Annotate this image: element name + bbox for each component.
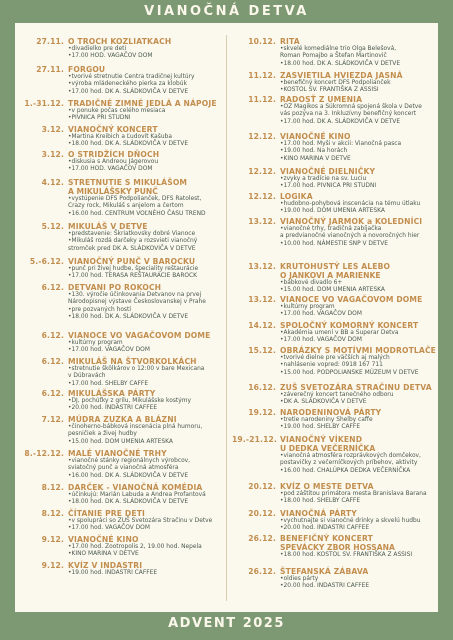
event-title: KVÍZ O MESTE DETVA — [280, 482, 374, 491]
event-item — [232, 383, 435, 407]
event-item — [15, 415, 223, 446]
poster-title: VIANOČNÁ DETVA — [144, 4, 309, 19]
event-detail-line: •17.00 hod. Zootropolis 2, 19.00 hod. Nepela — [68, 544, 202, 550]
event-date: 12.12. — [248, 167, 276, 176]
event-title-continued: SPEVÁCKY ZBOR HOSSANA — [280, 543, 395, 552]
event-item — [232, 408, 435, 432]
event-item — [15, 125, 223, 149]
event-detail-line: •KINO MARINA V DETVE — [68, 551, 139, 558]
event-heading — [15, 283, 223, 292]
event-heading — [232, 262, 435, 271]
event-detail-line: •účinkujú: Marián Labuda a Andrea Profantová — [68, 492, 206, 498]
event-detail-line: •Mikuláš rozdá darčeky a rozsvieti vianočný — [68, 238, 198, 245]
event-detail-line: •predstavenie: Škriatkovsky dobré Vianoce — [68, 231, 196, 237]
event-detail-line: •punč pri živej hudbe, špeciality reštaurácie — [68, 266, 199, 272]
event-date: 9.12. — [41, 535, 64, 544]
event-date: 13.12. — [248, 217, 276, 226]
event-title: OBRÁZKY S MOTÍVMI MODROTLAČE — [280, 346, 437, 355]
event-date: 11.12. — [248, 71, 276, 80]
event-detail-line: •130. výročie účinkovania Detvanov na prvej — [68, 292, 202, 298]
event-title: O STRIDŽÍCH DŇOCH — [68, 150, 160, 159]
event-heading — [232, 482, 435, 491]
poster-footer: ADVENT 2025 — [168, 616, 285, 631]
event-details — [15, 134, 223, 149]
event-details — [15, 340, 223, 355]
event-item — [15, 99, 223, 123]
event-date: 6.12. — [41, 357, 64, 366]
event-details — [15, 292, 223, 321]
event-date: 27.11. — [36, 37, 64, 46]
event-details — [232, 80, 435, 95]
event-item — [15, 331, 223, 355]
event-detail-line: •17.00 hod. Myši v akcii: Vianočná pasca — [280, 141, 402, 147]
event-heading — [232, 321, 435, 330]
event-item — [15, 449, 223, 480]
event-detail-line: •tvorivé stretnutie Centra tradičnej kultúry — [68, 74, 195, 80]
event-title: VIANOČNÝ VÍKEND — [280, 435, 363, 444]
event-details — [232, 201, 435, 216]
event-detail-line: •20.00 hod. INDASTRI CAFFEE — [280, 583, 370, 590]
event-heading — [232, 295, 435, 304]
event-date: 20.12. — [248, 509, 276, 518]
event-detail-line: pesničiek a živej hudby — [68, 431, 137, 438]
event-item — [232, 132, 435, 163]
event-item — [232, 262, 435, 295]
event-date: 20.12. — [248, 482, 276, 491]
event-detail-line: •17.00 hod. SHELBY CAFFE — [68, 380, 149, 387]
event-detail-line: •17.00 hod. VAGAČOV DOM — [68, 525, 150, 532]
event-title: SPOLOČNÝ KOMORNÝ KONCERT — [280, 321, 419, 330]
event-date: 13.12. — [248, 262, 276, 271]
event-details — [232, 304, 435, 319]
event-details — [232, 104, 435, 126]
event-item — [15, 257, 223, 281]
event-detail-line: vás pozýva na 3. Inkluzívny benefičný koncert — [280, 111, 417, 118]
event-detail-line: •PIVNICA PRI STUDNI — [68, 115, 131, 122]
event-details — [232, 355, 435, 377]
event-item — [232, 167, 435, 191]
event-detail-line: •kultúrny program — [68, 340, 123, 346]
event-heading — [15, 509, 223, 518]
event-item — [15, 357, 223, 388]
event-detail-line: •diskusia s Andreou Jágerovou — [68, 159, 159, 165]
event-detail-line: •OZ Magikos a Súkromná spojená škola v Detve — [280, 104, 422, 110]
event-heading — [15, 37, 223, 46]
event-item — [232, 71, 435, 95]
event-detail-line: •18.00 hod. DK A. SLÁDKOVIČA V DETVE — [68, 499, 189, 506]
event-detail-line: •tretie narodeniny Shelby caffe — [280, 417, 373, 423]
event-detail-line: •skvelé komediálne trio Olga Belešová, — [280, 46, 397, 52]
event-detail-line: •17.00 hod. DK A. SLÁDKOVIČA V DETVE — [280, 118, 401, 125]
event-detail-line: •17.00 HOD. VAGAČOV DOM — [68, 166, 153, 173]
event-details — [232, 444, 435, 475]
event-date: 6.12. — [41, 331, 64, 340]
event-detail-line: •18.00 hod. SHELBY CAFFE — [280, 498, 361, 505]
event-detail-line: •17.00 hod. VAGAČOV DOM — [280, 311, 362, 318]
event-detail-line: Roman Pomajbo a Štefan Martinovič — [280, 53, 387, 60]
event-date: 3.12. — [41, 125, 64, 134]
event-heading — [15, 178, 223, 187]
event-title-continued: A MIKULÁŠSKY PUNČ — [68, 187, 158, 196]
event-details — [232, 491, 435, 506]
event-detail-line: •oldies párty — [280, 576, 319, 582]
event-date: 19.12. — [248, 408, 276, 417]
event-heading — [15, 415, 223, 424]
event-detail-line: •17.00 hod. TERASA REŠTAURÁCIE BAROCK — [68, 273, 198, 280]
event-title: BENEFIČNÝ KONCERT — [280, 534, 373, 543]
event-detail-line: •výroba mládeneckého pierka za klobúk — [68, 81, 187, 88]
event-detail-line: •16.00 hod. CHALÚPKA DEDKA VEČERNÍČKA — [280, 467, 411, 474]
event-detail-line: •10.00 hod. NÁMESTIE SNP V DETVE — [280, 240, 389, 247]
event-detail-line: •18.00 hod. DK A. SLÁDKOVIČA V DETVE — [68, 141, 189, 148]
event-date: 27.11. — [36, 65, 64, 74]
event-detail-line: •Akadémia umení v BB a Superar Detva — [280, 330, 399, 336]
event-heading — [232, 132, 435, 141]
event-detail-line: Crazy rock, Mikuláš s anjelom a čertom — [68, 203, 184, 210]
event-title: ZUŠ SVETOZÁRA STRAČINU DETVA — [280, 383, 432, 392]
event-detail-line: •15.00 hod. DOM UMENIA ARTESKA — [280, 287, 385, 294]
event-detail-line: •záverečný koncert tanečného odboru — [280, 392, 394, 398]
event-details — [232, 330, 435, 345]
event-detail-line: •17.00 HOD. VAGAČOV DOM — [68, 53, 153, 60]
event-details — [15, 159, 223, 174]
event-detail-line: •19.00 hod. SHELBY CAFFE — [280, 424, 361, 431]
event-item — [15, 389, 223, 413]
event-detail-line: a predvianočné vianočných a novoročných hier — [280, 233, 420, 240]
event-title: MÚDRA ZUZKA A BLÁZNI — [68, 415, 177, 424]
event-detail-line: •18.00 hod. KOSTOL SV. FRANTIŠKA Z ASSISI — [280, 552, 413, 558]
event-date: 19.-21.12. — [232, 435, 278, 444]
event-title: VIANOČNÉ KINO — [68, 535, 139, 544]
event-detail-line: •DK A. SLÁDKOVIČA V DETVE — [280, 399, 367, 406]
event-details — [15, 424, 223, 446]
event-detail-line: •hudobno-pohybová inscenácia na tému útlaku — [280, 201, 421, 207]
event-details — [15, 366, 223, 388]
event-details — [15, 518, 223, 533]
event-heading — [232, 435, 435, 444]
event-heading — [232, 509, 435, 518]
event-detail-line: •v ponuke počas celého mesiaca — [68, 108, 166, 114]
event-item — [15, 283, 223, 321]
event-heading — [15, 449, 223, 458]
event-detail-line: •divadielko pre deti — [68, 46, 127, 52]
event-heading — [232, 408, 435, 417]
event-details — [232, 518, 435, 533]
event-title: KRUTOHUSTÝ LES ALEBO — [280, 262, 391, 271]
event-title: ČÍTANIE PRE DETI — [68, 509, 146, 518]
event-detail-line: •stretnutie škôlkárov o 12:00 v bare Mexicana — [68, 366, 205, 372]
event-detail-line: •16.00 hod. DK A. SLÁDKOVIČA V DETVE — [68, 472, 189, 479]
program-panel — [15, 23, 438, 612]
event-heading — [15, 561, 223, 570]
event-detail-line: •v spolupráci so ZUŠ Svetozára Stračinu v Detve — [68, 518, 213, 524]
event-title: LOGIKA — [280, 192, 313, 201]
event-item — [15, 222, 223, 253]
event-detail-line: •nahlásenie vopred: 0918 167 711 — [280, 362, 383, 369]
event-title: ZASVIETILA HVIEZDA JASNÁ — [280, 71, 403, 80]
event-details — [15, 492, 223, 507]
event-heading — [232, 346, 435, 355]
event-date: 4.12. — [41, 178, 64, 187]
event-heading — [232, 217, 435, 226]
event-detail-line: •vianočné stánky regionálnych výrobcov, — [68, 458, 191, 464]
event-details — [15, 570, 223, 577]
event-title: VIANOČNÝ PUNČ V BAROCKU — [68, 257, 196, 266]
event-heading — [15, 535, 223, 544]
event-detail-line: •19.00 hod. INDASTRI CAFFEE — [68, 570, 158, 576]
event-date: 7.12. — [41, 415, 64, 424]
event-details — [232, 226, 435, 248]
event-detail-line: sviatočný punč a vianočná atmosféra — [68, 465, 179, 472]
event-details — [15, 544, 223, 559]
event-item — [232, 321, 435, 345]
event-title: MIKULÁŠ V DETVE — [68, 222, 148, 231]
event-details — [232, 176, 435, 191]
event-detail-line: •19.00 hod. Na horách — [280, 148, 348, 155]
column-divider — [226, 35, 227, 601]
event-item — [232, 95, 435, 126]
event-title: RADOSŤ Z UMENIA — [280, 95, 363, 104]
event-details — [232, 392, 435, 407]
event-detail-line: postavičky z večerníčkových príbehov, aktivity — [280, 460, 418, 467]
event-item — [232, 567, 435, 591]
event-date: 6.12. — [41, 389, 64, 398]
event-details — [232, 141, 435, 163]
event-item — [15, 483, 223, 507]
event-details — [232, 46, 435, 68]
event-title: ŠTEFANSKÁ ZÁBAVA — [280, 567, 369, 576]
event-detail-line: v Dúbravách — [68, 373, 106, 380]
event-details — [232, 417, 435, 432]
event-detail-line: •vystúpenie DFS Podpolianček, DFS Ratolest, — [68, 196, 202, 202]
event-detail-line: •činoherno-bábková inscenácia plná humoru, — [68, 424, 203, 430]
event-heading — [15, 125, 223, 134]
event-title: VIANOČNÁ PÁRTY — [280, 509, 357, 518]
event-detail-line: •pod záštitou primátora mesta Branislava Barana — [280, 491, 427, 497]
event-detail-line: •vychutnajte si vianočné drinky a skvelú hudbu — [280, 518, 421, 524]
event-detail-line: •pre pozvaných hostí — [68, 306, 131, 313]
event-detail-line: •KOSTOL SV. FRANTIŠKA Z ASSISI — [280, 87, 379, 94]
event-title-continued: U DEDKA VEČERNÍČKA — [280, 444, 376, 453]
event-heading — [232, 192, 435, 201]
event-detail-line: •18.00 hod. DK A. SLÁDKOVIČA V DETVE — [68, 313, 189, 320]
event-title: MIKULÁŠ NA ŠTVORKOLKÁCH — [68, 357, 197, 366]
event-date: 26.12. — [248, 534, 276, 543]
event-detail-line: •15.00 hod. DOM UMENIA ARTESKA — [68, 438, 173, 445]
event-title: STRETNUTIE S MIKULÁŠOM — [68, 178, 188, 187]
event-date: 5.12. — [41, 222, 64, 231]
event-item — [15, 150, 223, 174]
event-item — [15, 561, 223, 577]
event-detail-line: •20.00 hod. INDASTRI CAFFEE — [280, 525, 370, 532]
event-title: MIKULÁŠSKA PÁRTY — [68, 389, 156, 398]
event-title: TRADIČNÉ ZIMNÉ JEDLÁ A NÁPOJE — [68, 99, 217, 108]
event-item — [232, 217, 435, 248]
event-item — [232, 37, 435, 68]
event-title: O TROCH KOZLIATKACH — [68, 37, 172, 46]
event-title: VIANOČNÝ KONCERT — [68, 125, 158, 134]
event-item — [15, 65, 223, 96]
event-detail-line: •18.00 hod. DK A. SLÁDKOVIČA V DETVE — [280, 60, 401, 67]
event-detail-line: •benefičný koncert DFS Podpolianček — [280, 80, 391, 86]
event-title: KVÍZ V INDASTRI — [68, 561, 143, 570]
event-item — [15, 37, 223, 61]
event-date: 26.12. — [248, 567, 276, 576]
event-date: 8.12. — [41, 509, 64, 518]
event-date: 10.12. — [248, 37, 276, 46]
event-item — [232, 534, 435, 559]
event-details — [15, 46, 223, 61]
event-details — [232, 576, 435, 591]
event-detail-line: •vianočná atmosféra rozprávkových domčekov, — [280, 453, 421, 459]
event-detail-line: •bábkové divadlo 6+ — [280, 280, 343, 286]
event-item — [232, 509, 435, 533]
event-date: 12.12. — [248, 192, 276, 201]
event-detail-line: •vianočné trhy, tradičná zabíjačka — [280, 226, 382, 232]
event-heading — [232, 534, 435, 543]
event-heading — [232, 383, 435, 392]
event-title: VIANOČNÉ DIELNIČKY — [280, 167, 376, 176]
event-detail-line: •20.00 hod. INDASTRI CAFFEE — [68, 405, 158, 412]
event-heading — [232, 71, 435, 80]
event-detail-line: stromček pred DK A. SLÁDKOVIČA V DETVE — [68, 245, 196, 252]
event-item — [232, 192, 435, 216]
event-date: 13.12. — [248, 295, 276, 304]
event-detail-line: •DJ, pochúťky z grilu, Mikulášske kostýmy — [68, 398, 191, 404]
event-detail-line: •KINO MARINA V DETVE — [280, 155, 351, 162]
event-date: 12.12. — [248, 132, 276, 141]
event-date: 8.-12.12. — [24, 449, 64, 458]
event-detail-line: •16.00 hod. CENTRUM VOĽNÉHO ČASU TREND — [68, 210, 206, 217]
event-item — [232, 346, 435, 377]
event-heading — [15, 222, 223, 231]
event-title: VIANOCE VO VAGAČOVOM DOME — [280, 295, 423, 304]
event-heading — [15, 357, 223, 366]
event-detail-line: •tvorivé dielne pre väčších aj malých — [280, 355, 390, 361]
event-heading — [15, 483, 223, 492]
event-date: 5.-6.12. — [29, 257, 64, 266]
event-item — [15, 178, 223, 218]
event-details — [15, 398, 223, 413]
event-title: NAROD​ENINOVÁ PÁRTY — [280, 408, 382, 417]
event-date: 3.12. — [41, 150, 64, 159]
event-details — [15, 187, 223, 218]
event-date: 8.12. — [41, 483, 64, 492]
event-heading — [15, 65, 223, 74]
event-detail-line: •19.00 hod. DOM UMENIA ARTESKA — [280, 208, 385, 215]
event-details — [15, 108, 223, 123]
event-date: 6.12. — [41, 283, 64, 292]
event-item — [15, 509, 223, 533]
event-date: 15.12. — [248, 346, 276, 355]
event-detail-line: •kultúrny program — [280, 304, 335, 310]
event-title: MALÉ VIANOČNÉ TRHY — [68, 449, 167, 458]
event-date: 14.12. — [248, 321, 276, 330]
event-heading — [15, 257, 223, 266]
event-title: VIANOČNÉ KINO — [280, 132, 351, 141]
event-date: 16.12. — [248, 383, 276, 392]
event-details — [15, 74, 223, 96]
event-date: 1.-31.12. — [24, 99, 64, 108]
event-title: VIANOČNÝ JARMOK a KOLEDNÍCI — [280, 217, 423, 226]
event-detail-line: •17.00 hod. DK A. SLÁDKOVIČA V DETVE — [68, 88, 189, 95]
event-heading — [15, 150, 223, 159]
event-title: VIANOCE VO VAGAČOVOM DOME — [68, 331, 211, 340]
event-item — [232, 482, 435, 506]
event-title-continued: O JANKOVI A MARIENKE — [280, 271, 381, 280]
event-heading — [232, 37, 435, 46]
event-detail-line: •17.00 hod. VAGAČOV DOM — [68, 347, 150, 354]
event-heading — [15, 331, 223, 340]
event-date: 11.12. — [248, 95, 276, 104]
event-item — [15, 535, 223, 559]
event-details — [232, 271, 435, 295]
event-title: RITA — [280, 37, 300, 46]
event-detail-line: •17.00 hod. PIVNICA PRI STUDNI — [280, 183, 377, 190]
event-detail-line: •Martina Kreibich a Ľudovít Kašuba — [68, 134, 172, 140]
event-title: DARČEK - VIANOČNÁ KOMÉDIA — [68, 483, 203, 492]
event-detail-line: •zvyky a tradície na sv. Luciu — [280, 176, 367, 182]
event-heading — [232, 567, 435, 576]
event-details — [15, 458, 223, 480]
event-title: FORGOU — [68, 65, 106, 74]
event-heading — [232, 95, 435, 104]
event-detail-line: •15.00 hod. PODPOLIANSKE MÚZEUM V DETVE — [280, 369, 419, 376]
event-details — [15, 231, 223, 253]
event-item — [232, 295, 435, 319]
event-details — [232, 543, 435, 559]
event-detail-line: Národopisnej výstave Českoslovanskej v Prahe — [68, 299, 206, 306]
event-item — [232, 435, 435, 475]
event-heading — [15, 389, 223, 398]
event-details — [15, 266, 223, 281]
event-heading — [15, 99, 223, 108]
event-date: 9.12. — [41, 561, 64, 570]
event-title: DETVANI PO ROKOCH — [68, 283, 162, 292]
event-heading — [232, 167, 435, 176]
event-detail-line: •17.00 hod. VAGAČOV DOM — [280, 337, 362, 344]
